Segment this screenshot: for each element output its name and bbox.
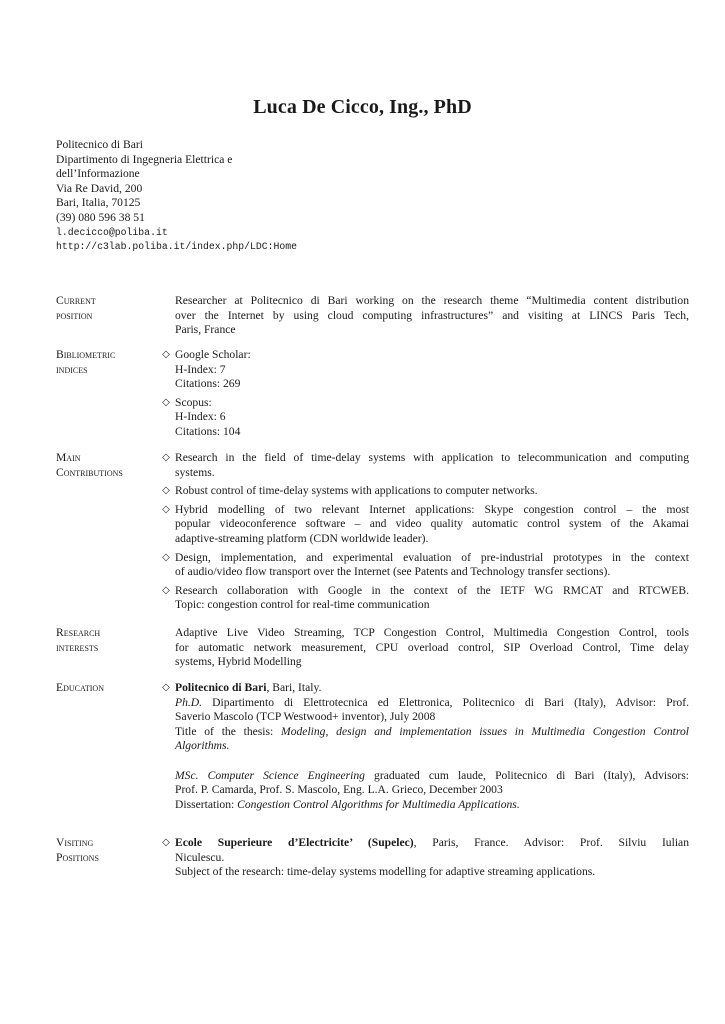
diamond-bullet-icon: ◇ [162, 396, 170, 408]
source-name: Scopus: [175, 395, 212, 409]
contact-block [56, 138, 297, 255]
text-line: Niculescu. [175, 850, 225, 864]
diamond-bullet-icon: ◇ [162, 349, 170, 360]
section-content [162, 451, 689, 613]
label-line: Positions [56, 850, 99, 864]
h-index: H-Index: 7 [175, 362, 226, 376]
label-line: Research [56, 626, 101, 639]
text-line: Researcher at Politecnico di Bari working on the research theme “Multimedia content distribution [175, 294, 689, 307]
list-item [162, 484, 689, 499]
website-link[interactable]: http://c3lab.poliba.it/index.php/LDC:Home [56, 241, 298, 253]
section-label [56, 836, 166, 865]
text-line: popular videoconference software – and video quality automatic control system of the Akamai [175, 517, 689, 531]
list-item [162, 395, 689, 440]
list-item [162, 348, 689, 392]
list-item [162, 451, 689, 480]
label-line: Current [56, 294, 96, 307]
institution-name: Politecnico di Bari [175, 681, 267, 694]
thesis-title-continued: Algorithms. [175, 739, 230, 753]
h-index: H-Index: 6 [175, 410, 226, 424]
section-label [56, 294, 166, 323]
contact-line: Bari, Italia, 70125 [56, 196, 141, 210]
section-label [56, 348, 166, 377]
phd-advisor: Saverio Mascolo (TCP Westwood+ inventor), July 2008 [175, 710, 436, 724]
section-content [175, 626, 689, 670]
text-line: adaptive-streaming platform (CDN worldwide leader). [175, 531, 429, 545]
label-line: position [56, 308, 93, 322]
text-line: Design, implementation, and experimental evaluation of pre-industrial prototypes in the context [175, 550, 689, 564]
text-line: Research in the field of time-delay systems with application to telecommunication and computing [175, 451, 689, 464]
diamond-bullet-icon: ◇ [162, 682, 170, 693]
msc-line [175, 769, 689, 784]
list-item [162, 681, 689, 812]
text-line: Paris, France [175, 323, 236, 337]
institution-line [175, 836, 689, 851]
list-item [162, 836, 689, 880]
msc-advisors: Prof. P. Camarda, Prof. S. Mascolo, Eng. L.A. Grieco, December 2003 [175, 783, 503, 797]
section-label [56, 681, 166, 696]
list-item [162, 502, 689, 547]
text-line: over the Internet by using cloud computing infrastructures” and visiting at LINCS Paris Tech, [175, 308, 689, 322]
thesis-title: Modeling, design and implementation issues in Multimedia Congestion Control [281, 724, 689, 738]
text-line: Adaptive Live Video Streaming, TCP Congestion Control, Multimedia Congestion Control, tools [175, 626, 689, 639]
label-line: Bibliometric [56, 348, 116, 361]
text-line: Topic: congestion control for real-time communication [175, 598, 430, 612]
text-line: Hybrid modelling of two relevant Internet applications: Skype congestion control – the most [175, 502, 689, 516]
diamond-bullet-icon: ◇ [162, 503, 170, 515]
label-line: Visiting [56, 836, 94, 849]
diamond-bullet-icon: ◇ [162, 584, 170, 596]
msc-details: graduated cum laude, Politecnico di Bari (Italy), Advisors: [364, 768, 689, 782]
phd-line [175, 696, 689, 711]
msc-degree: MSc. Computer Science Engineering [175, 768, 365, 782]
contact-line: dell’Informazione [56, 167, 140, 181]
section-content [162, 348, 689, 440]
text-line: systems. [175, 465, 215, 479]
text-line: for automatic network measurement, CPU overload control, SIP Overload Control, Time delay [175, 640, 689, 654]
contact-line: Politecnico di Bari [56, 138, 143, 151]
list-item [162, 550, 689, 580]
section-content [162, 836, 689, 880]
diamond-bullet-icon: ◇ [162, 551, 170, 563]
page-title: Luca De Cicco, Ing., PhD [253, 96, 472, 118]
institution-location: , Bari, Italy. [266, 681, 322, 694]
dissertation-label: Dissertation: [175, 797, 238, 811]
phd-details: Dipartimento di Elettrotecnica ed Elettronica, Politecnico di Bari (Italy), Advisor: Prof. [202, 695, 689, 709]
section-content [162, 681, 689, 812]
institution-name: Ecole Superieure d’Electricite’ (Supelec) [175, 836, 414, 849]
label-line: Contributions [56, 465, 123, 479]
label-line: Main [56, 451, 81, 464]
email-link[interactable]: l.decicco@poliba.it [56, 226, 168, 238]
section-content [175, 294, 689, 338]
section-label [56, 451, 166, 480]
list-item [162, 583, 689, 613]
institution-line [175, 681, 689, 696]
blank-line [175, 754, 689, 769]
research-subject: Subject of the research: time-delay systems modelling for adaptive streaming applications. [175, 865, 596, 879]
phone-number: (39) 080 596 38 51 [56, 210, 145, 224]
diamond-bullet-icon: ◇ [162, 452, 170, 463]
institution-details: , Paris, France. Advisor: Prof. Silviu Iulian [413, 836, 689, 849]
thesis-label: Title of the thesis: [175, 724, 282, 738]
text-line: of audio/video flow transport over the Internet (see Patents and Technology transfer sections). [175, 565, 611, 579]
diamond-bullet-icon: ◇ [162, 837, 170, 848]
contact-line: Via Re David, 200 [56, 181, 143, 195]
section-label [56, 626, 166, 655]
dissertation-title: Congestion Control Algorithms for Multimedia Applications. [237, 797, 520, 811]
source-name: Google Scholar: [175, 348, 251, 361]
text-line: systems, Hybrid Modelling [175, 655, 302, 669]
label-line: Education [56, 681, 104, 694]
phd-degree: Ph.D. [175, 695, 203, 709]
diamond-bullet-icon: ◇ [162, 485, 170, 497]
text-line: Research collaboration with Google in the context of the IETF WG RMCAT and RTCWEB. [175, 583, 689, 597]
citations: Citations: 269 [175, 377, 241, 391]
contact-line: Dipartimento di Ingegneria Elettrica e [56, 152, 233, 166]
label-line: interests [56, 640, 99, 654]
text-line: Robust control of time-delay systems with applications to computer networks. [175, 484, 538, 498]
thesis-line [175, 725, 689, 740]
label-line: indices [56, 362, 88, 376]
dissertation-line [175, 798, 689, 813]
citations: Citations: 104 [175, 424, 241, 438]
